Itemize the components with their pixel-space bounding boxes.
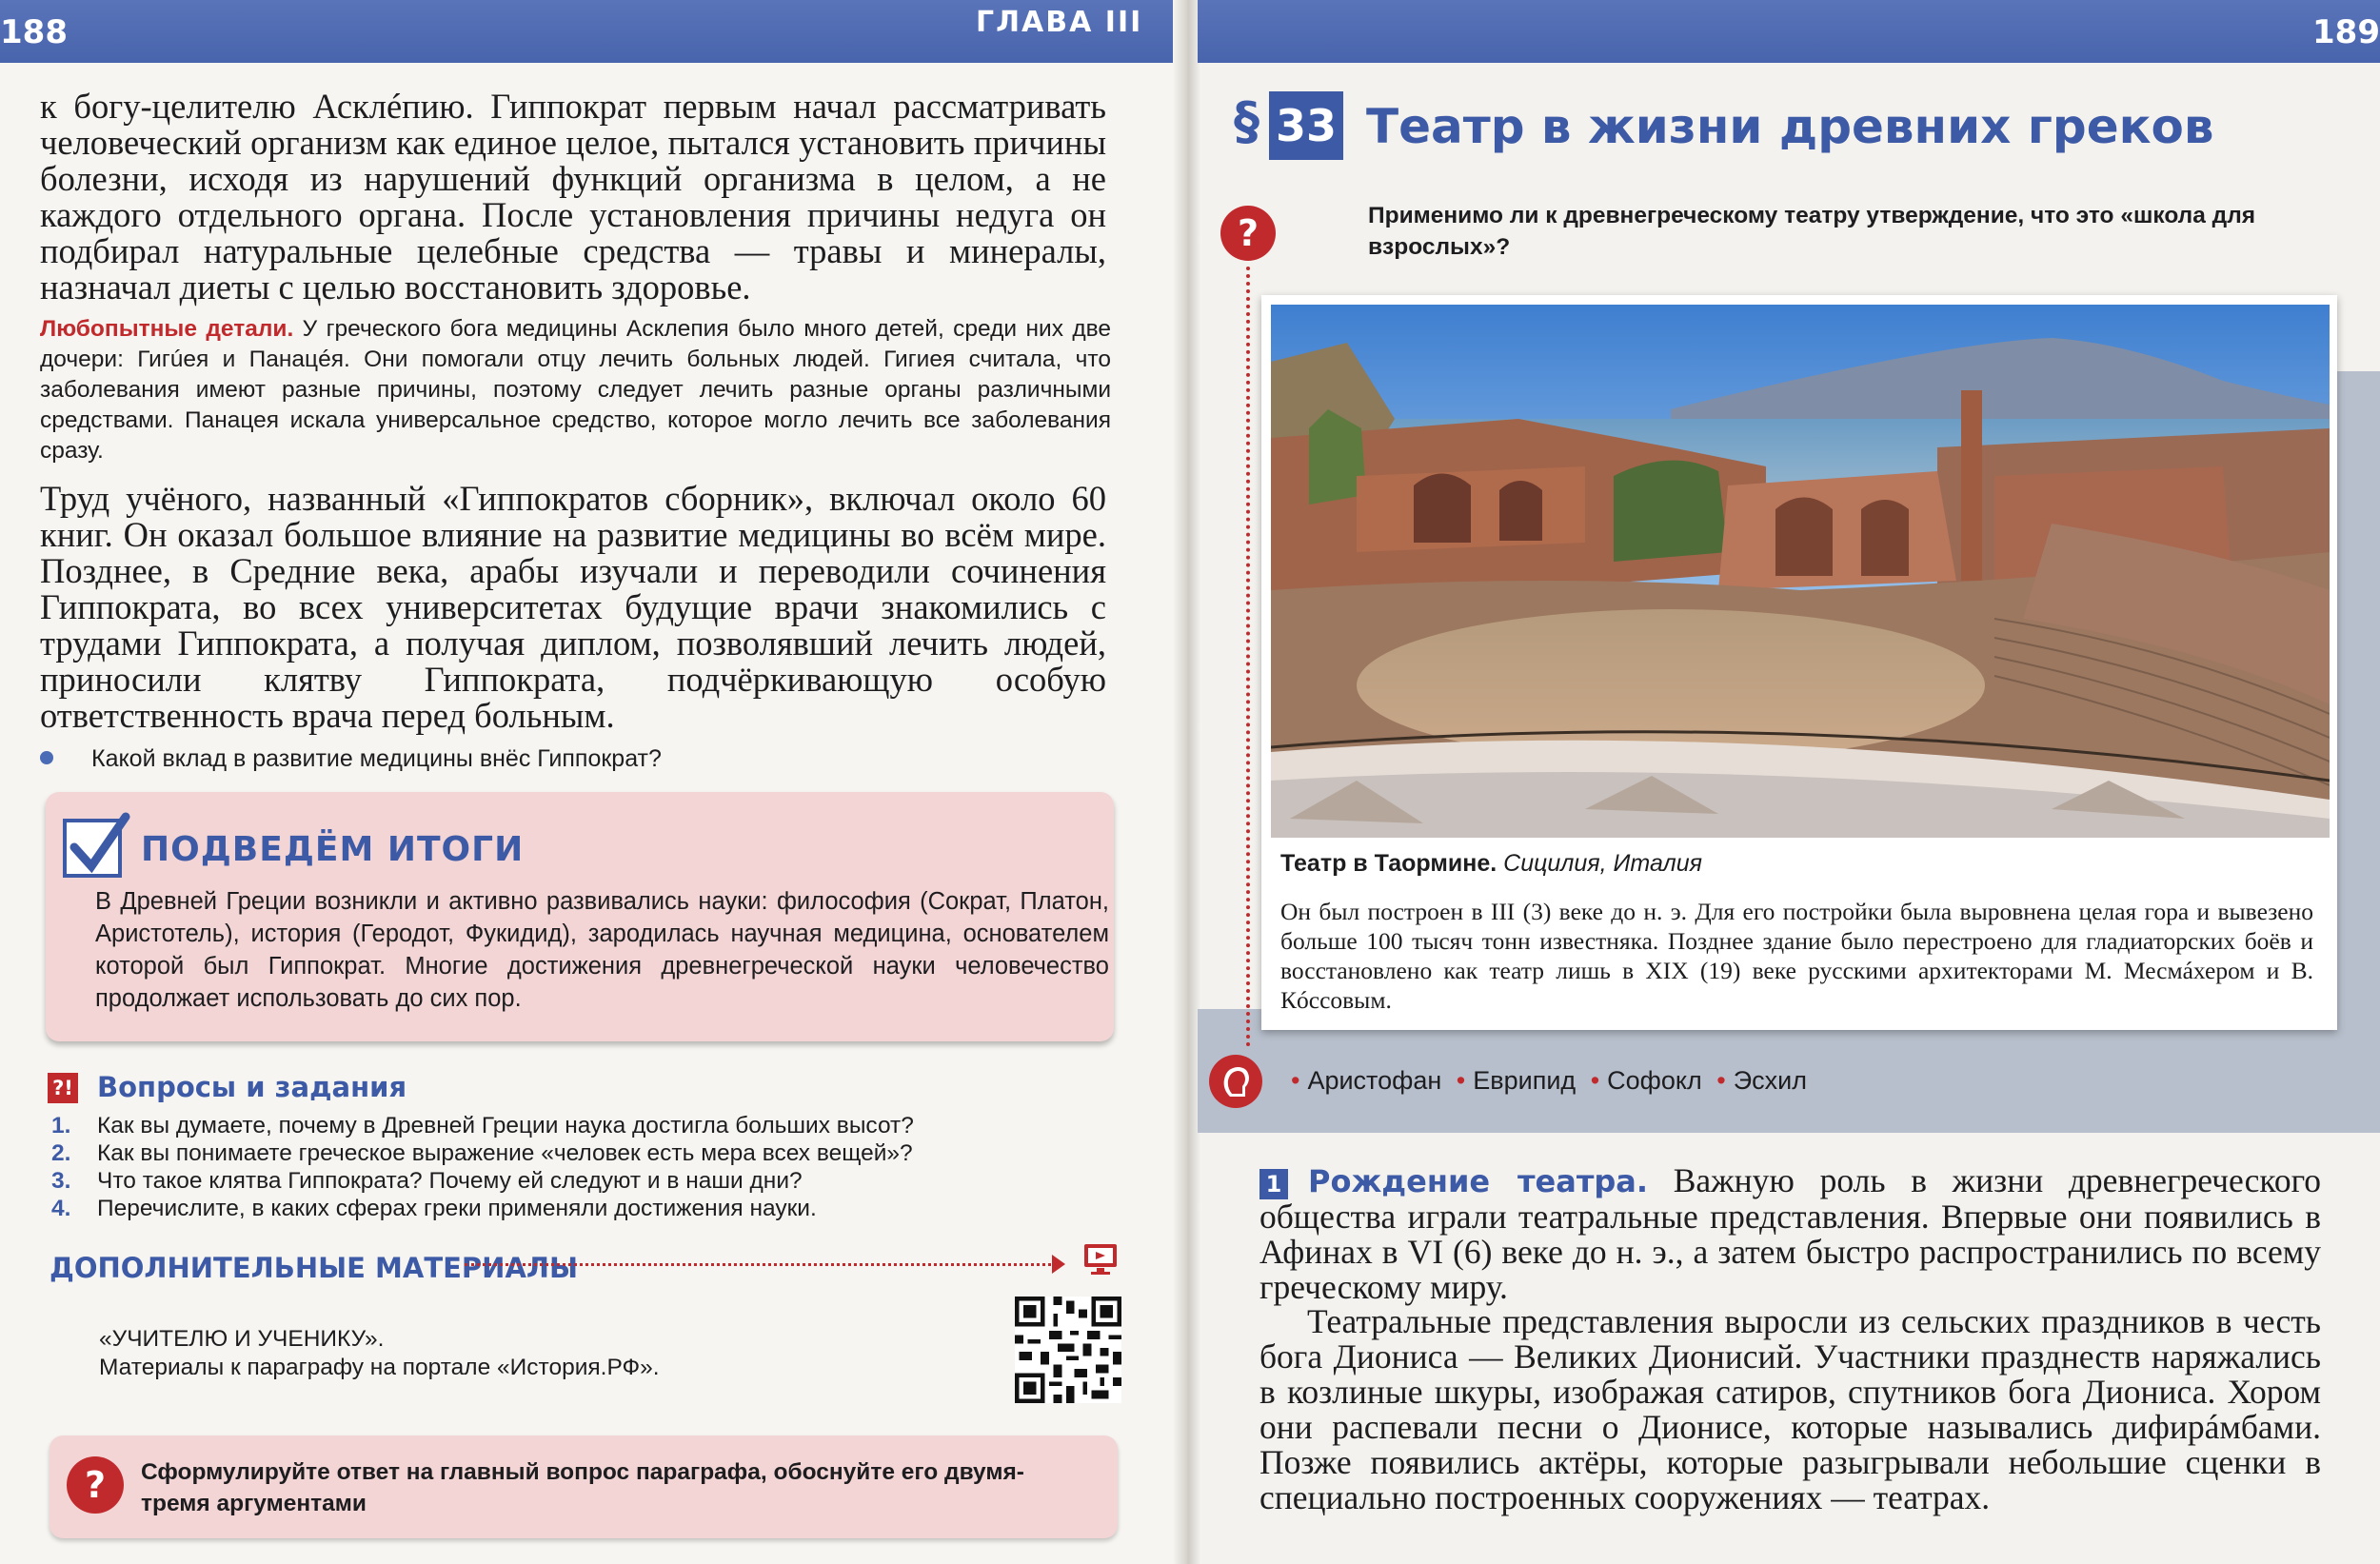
list-item [51, 1139, 1118, 1167]
caption-place: Сицилия, Италия [1503, 850, 1702, 877]
details-text: У греческого бога медицины Асклепия было много детей, среди них две дочери: Гигúея и Панацéя. Они помогали отцу лечить больных людей. Гигиея считала, что заболевания имеют разные причины, поэтому следует лечить разные органы различными средствами. Панацея искала универсальное средство, которое могло лечить все заболевания сразу. [40, 316, 1111, 464]
final-question-box [50, 1435, 1118, 1538]
person-name: Аристофан [1307, 1066, 1442, 1095]
curious-details [40, 314, 1111, 466]
final-question-text: Сформулируйте ответ на главный вопрос параграфа, обоснуйте его двумя-тремя аргументами [141, 1459, 1024, 1516]
section-paragraph-1 [1259, 1163, 2321, 1305]
dotted-divider [465, 1263, 1057, 1266]
person-name: Софокл [1607, 1066, 1702, 1095]
section-text: Важную роль в жизни древнегреческого общества играли театральные представления. Впервые они появились в Афинах в VI (6) веке до н. э., а затем быстро распространились по всему греческому миру. [1259, 1161, 2322, 1306]
question-number: 3. [51, 1168, 71, 1194]
question-number: 1. [51, 1113, 71, 1138]
questions-list [51, 1112, 1118, 1222]
caption-title: Театр в Таормине. [1280, 850, 1497, 877]
chapter-title: ГЛАВА III [976, 6, 1143, 39]
person-name: Еврипид [1473, 1066, 1577, 1095]
section-number: 1 [1259, 1169, 1288, 1199]
dotted-vertical-line [1246, 267, 1250, 1047]
left-page-number: 188 [0, 13, 68, 51]
checkmark-icon [63, 819, 122, 878]
question-mark-icon: ? [1220, 206, 1276, 261]
right-page-number: 189 [2312, 13, 2380, 51]
bullet-question-text: Какой вклад в развитие медицины внёс Гиппократ? [91, 745, 662, 772]
section-title: Рождение театра. [1308, 1163, 1649, 1199]
question-text: Как вы понимаете греческое выражение «человек есть мера всех вещей»? [97, 1140, 913, 1166]
left-page [0, 0, 1185, 1564]
question-number: 2. [51, 1140, 71, 1166]
question-mark-icon: ? [67, 1456, 124, 1514]
section-paragraph-2: Театральные представления выросли из сельских праздников в честь бога Диониса — Великих Дионисий. Участники празднеств наряжались в козлиные шкуры, изображая сатиров, спутников бога Диониса. Хором они распевали песни о Дионисе, которые назывались дифирáмбами. Позже появились актёры, которые разыгрывали небольшие сценки в специально построенных сооружениях — театрах. [1259, 1302, 2321, 1516]
body-paragraph: Труд учёного, названный «Гиппократов сборник», включал около 60 книг. Он оказал большое влияние на развитие медицины во всём мире. Позднее, в Средние века, арабы изучали и переводили сочинения Гиппократа, во всех университетах будущие врачи знакомились с трудами Гиппократа, а получая диплом, позволявший лечить людей, приносили клятву Гиппократа, подчёркивающую особую ответственность врача перед больным. [40, 479, 1106, 735]
bullet-dot-icon [40, 751, 53, 764]
teacher-materials [99, 1325, 660, 1382]
monitor-icon[interactable] [1082, 1242, 1119, 1277]
person-head-icon [1209, 1055, 1262, 1108]
details-label: Любопытные детали. [40, 316, 294, 342]
person-name: Эсхил [1733, 1066, 1807, 1095]
photo-caption-text: Он был построен в III (3) веке до н. э. Для его постройки была выровнена целая гора и вывезено больше 100 тысяч тонн известняка. Позднее здание было перестроено для гладиаторских боёв и восстановлено как театр лишь в XIX (19) веке русскими архитекторами М. Месмáхером и В. Кóссовым. [1280, 898, 2313, 1014]
paragraph-sign: § [1234, 91, 1259, 151]
photo-caption-title [1280, 850, 1702, 878]
questions-title: Вопросы и задания [97, 1071, 407, 1103]
main-question: Применимо ли к древнегреческому театру утверждение, что это «школа для взрослых»? [1368, 203, 2256, 260]
list-item [51, 1112, 1118, 1139]
summary-title: ПОДВЕДЁМ ИТОГИ [141, 830, 525, 869]
question-text: Перечислите, в каких сферах греки применяли достижения науки. [97, 1196, 817, 1221]
summary-box [46, 792, 1114, 1041]
book-spine [1173, 0, 1201, 1564]
persons-list: • Аристофан • Еврипид • Софокл • Эсхил [1291, 1066, 1807, 1095]
left-page-header [0, 0, 1180, 63]
qr-code-icon[interactable] [1015, 1297, 1121, 1403]
question-text: Как вы думаете, почему в Древней Греции наука достигла больших высот? [97, 1113, 914, 1138]
question-number: 4. [51, 1196, 71, 1221]
intro-paragraph: к богу-целителю Асклéпию. Гиппократ первым начал рассматривать человеческий организм как единое целое, пытался установить причины болезни, исходя из нарушений функций организма в целом, а не каждого отдельного органа. После установления причины недуга он подбирал натуральные целебные средства — травы и минералы, назначал диеты с целью восстановить здоровье. [40, 87, 1106, 307]
page-title: Театр в жизни древних греков [1366, 99, 2214, 154]
additional-materials-title: ДОПОЛНИТЕЛЬНЫЕ МАТЕРИАЛЫ [50, 1252, 579, 1284]
materials-line-1: «УЧИТЕЛЮ И УЧЕНИКУ». [99, 1326, 385, 1352]
paragraph-number: 33 [1269, 91, 1343, 160]
list-item [51, 1195, 1118, 1222]
question-text: Что такое клятва Гиппократа? Почему ей следуют и в наши дни? [97, 1168, 803, 1194]
list-item [51, 1167, 1118, 1195]
materials-line-2[interactable]: Материалы к параграфу на портале «История.РФ». [99, 1355, 660, 1380]
bullet-question [40, 745, 662, 773]
summary-text: В Древней Греции возникли и активно развивались науки: философия (Сократ, Платон, Аристотель), история (Геродот, Фукидид), зародилась научная медицина, основателем которой был Гиппократ. Многие достижения древнегреческой науки человечество продолжает использовать до сих пор. [95, 888, 1109, 1012]
right-page-header [1198, 0, 2380, 63]
theatre-photo [1271, 305, 2330, 838]
questions-icon: ?! [48, 1073, 78, 1103]
arrow-right-icon [1052, 1255, 1065, 1274]
